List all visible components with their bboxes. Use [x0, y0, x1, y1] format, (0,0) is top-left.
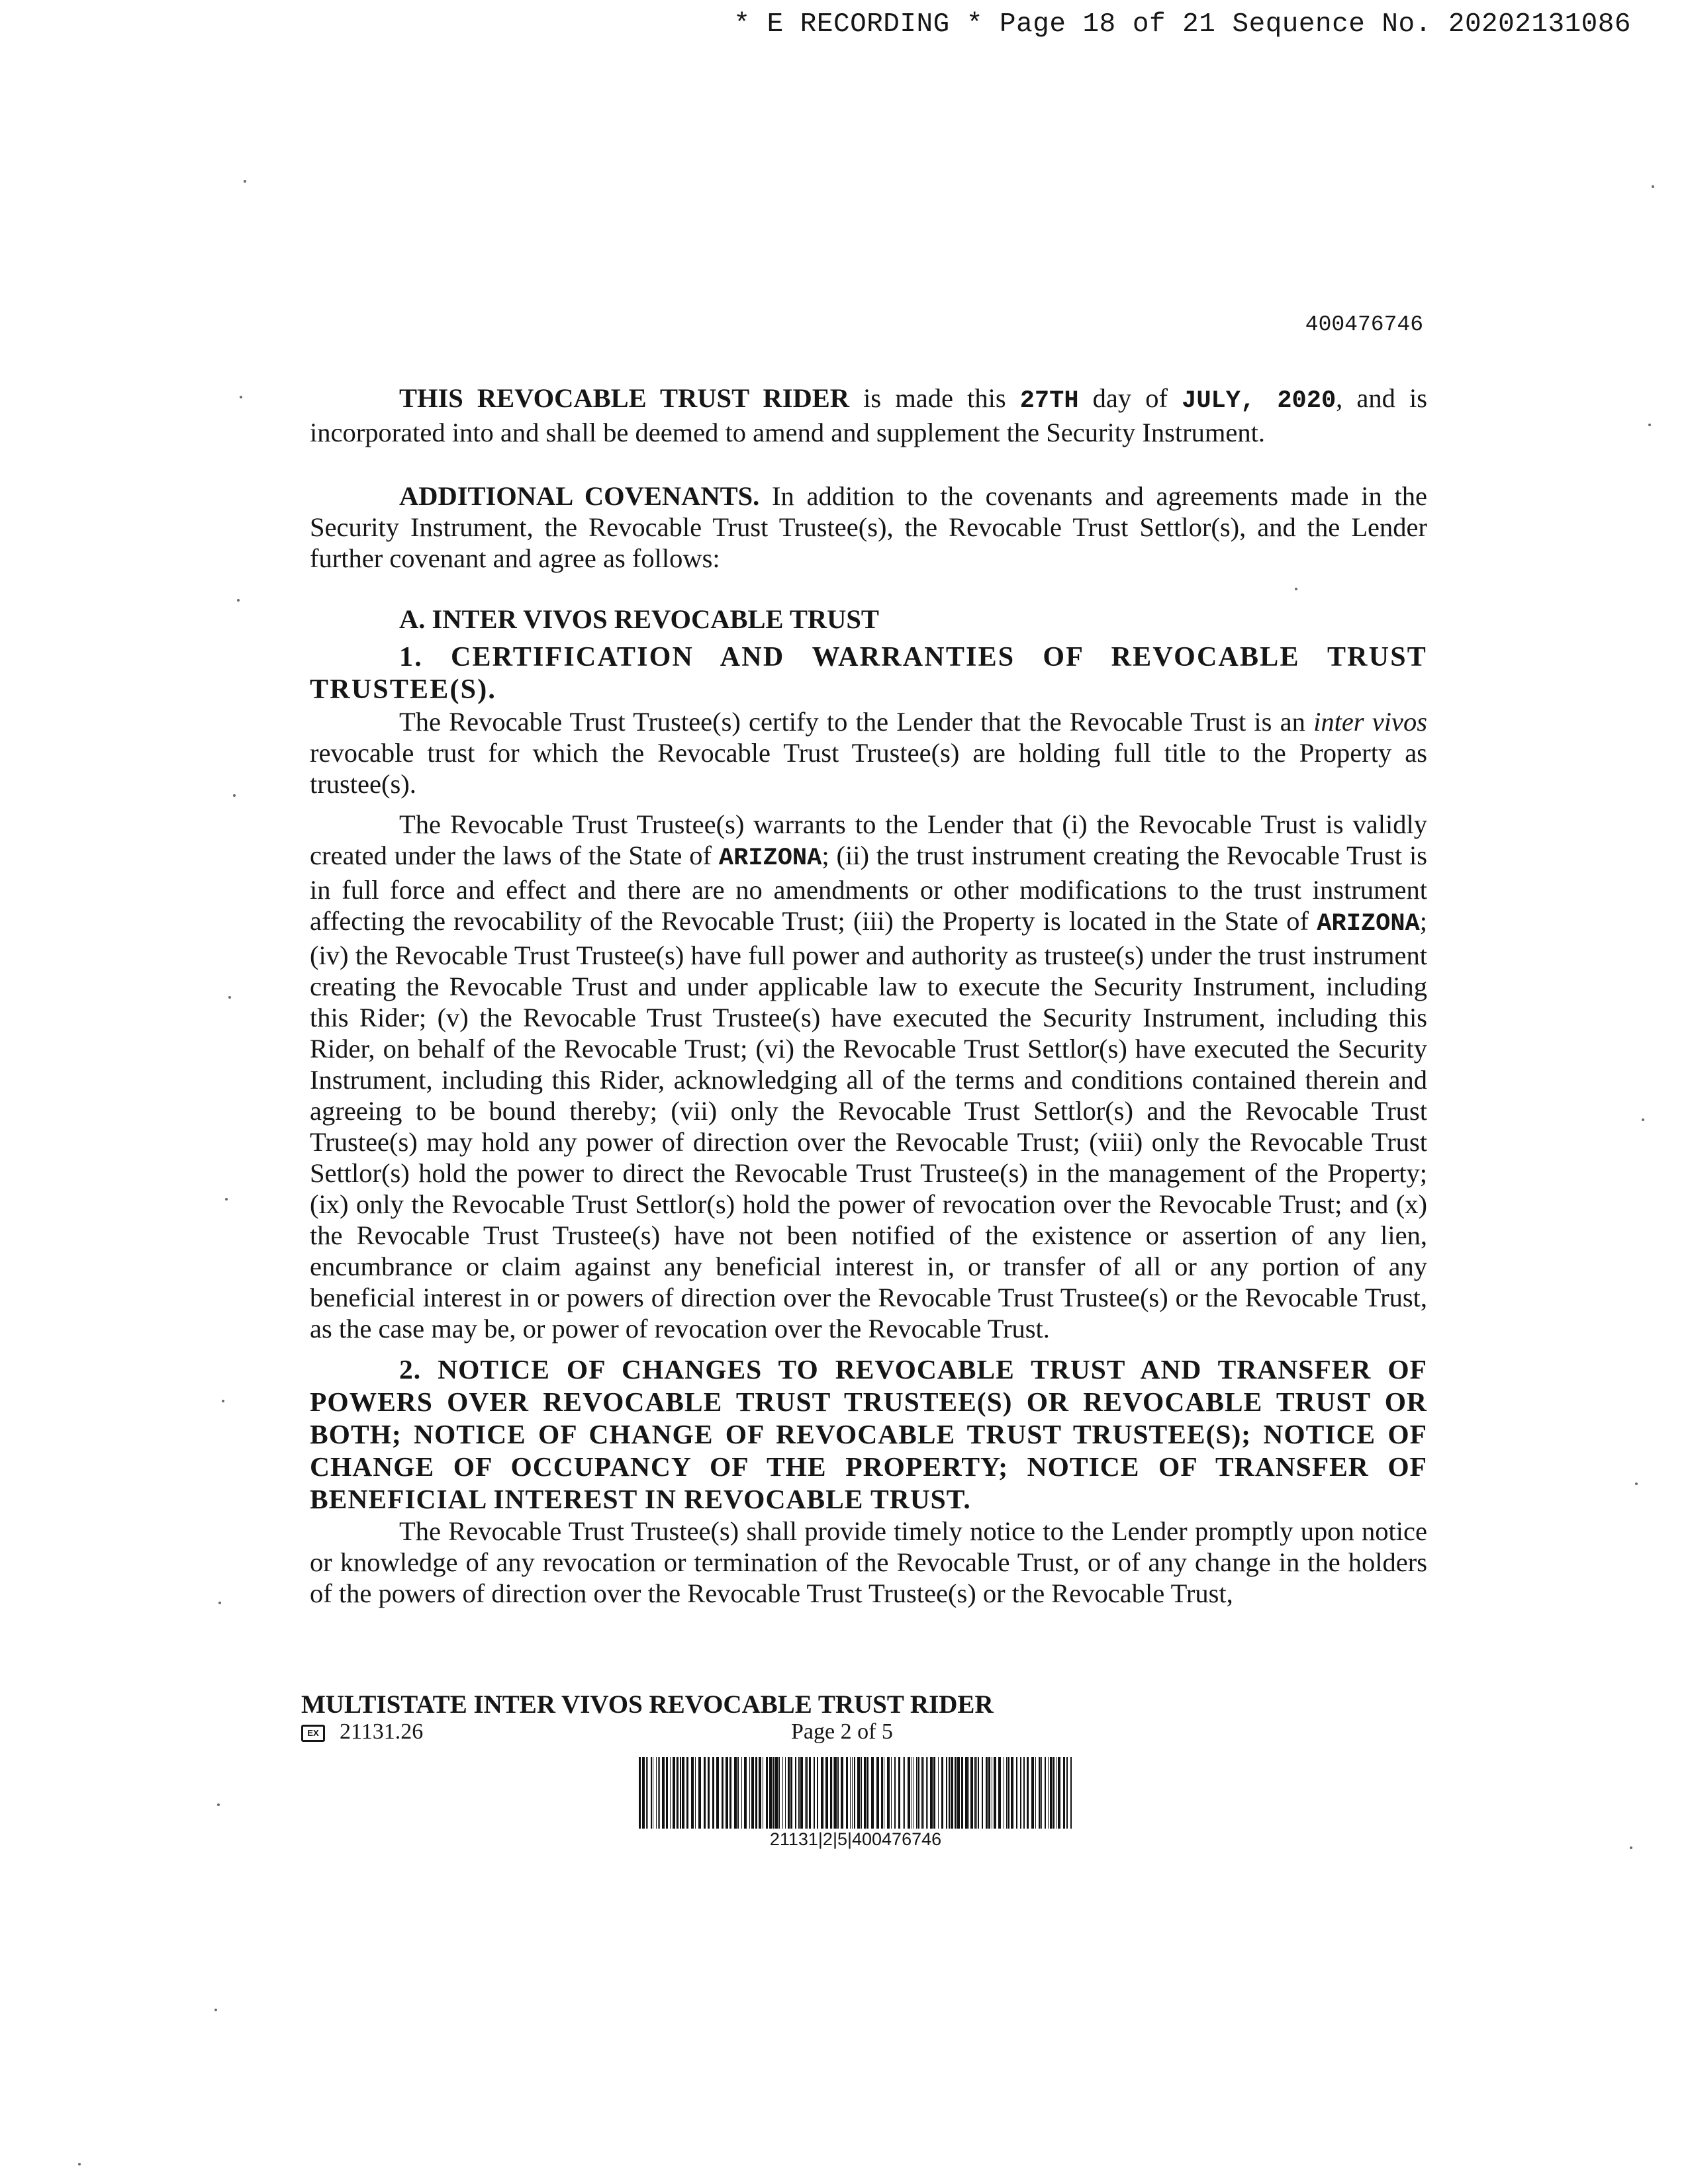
barcode-bar: [656, 1757, 657, 1829]
barcode-bar: [1011, 1757, 1013, 1829]
barcode-bar: [923, 1757, 924, 1829]
intro-paragraph: [310, 383, 1427, 448]
barcode-bar: [1041, 1757, 1042, 1829]
scan-speck: [1648, 424, 1651, 426]
barcode-bar: [1045, 1757, 1046, 1829]
barcode-bar: [704, 1757, 706, 1829]
section-1-heading: 1. CERTIFICATION AND WARRANTIES OF REVOCABLE TRUST TRUSTEE(S).: [310, 642, 1427, 705]
scan-speck: [222, 1400, 224, 1402]
section-1-para-2-text-c: ; (iv) the Revocable Trust Trustee(s) have full power and authority as trustee(s) under the trust instrument creating the Revocable Trust and under applicable law to execute the Security Instrument, including this Rider; (v) the Revocable Trust Trustee(s) have executed the Security Instrument, including this Rider, on behalf of the Revocable Trust; (vi) the Revocable Trust Settlor(s) have executed the Security Instrument, including this Rider, acknowledging all of the terms and conditions contained therein and agreeing to be bound thereby; (vii) only the Revocable Trust Settlor(s) and the Revocable Trust Trustee(s) may hold any power of direction over the Revocable Trust; (viii) only the Revocable Trust Settlor(s) hold the power to direct the Revocable Trust Trustee(s) in the management of the Property; (ix) only the Revocable Trust Settlor(s) hold the power of revocation over the Revocable Trust; and (x) the Revocable Trust Trustee(s) have not been notified of the existence or assertion of any lien, encumbrance or claim against any beneficial interest in, or transfer of all or any portion of any beneficial interest in or powers of direction over the Revocable Trust Trustee(s) or the Revocable Trust, as the case may be, or power of revocation over the Revocable Trust.: [310, 906, 1427, 1343]
barcode-bar: [1006, 1757, 1007, 1829]
barcode-bar: [658, 1757, 659, 1829]
barcode-bar: [894, 1757, 896, 1829]
barcode-bar: [908, 1757, 910, 1829]
barcode-bar: [926, 1757, 927, 1829]
intro-text-3: , and is incorporated into and shall be deemed to amend and supplement the Security Instrument.: [310, 383, 1428, 447]
barcode-bar: [998, 1757, 1001, 1829]
barcode-bar: [876, 1757, 879, 1829]
barcode-bar: [695, 1757, 696, 1829]
barcode-bar: [1035, 1757, 1036, 1829]
covenants-lead: ADDITIONAL COVENANTS.: [399, 481, 760, 511]
state-name-2: ARIZONA: [1317, 910, 1420, 938]
barcode-bar: [1027, 1757, 1029, 1829]
barcode-bar: [749, 1757, 750, 1829]
barcode-bar: [691, 1757, 694, 1829]
barcode-bar: [970, 1757, 973, 1829]
scan-speck: [78, 2163, 81, 2165]
barcode-bar: [867, 1757, 868, 1829]
barcode-bar: [785, 1757, 786, 1829]
barcode-bar: [949, 1757, 950, 1829]
barcode-bar: [916, 1757, 917, 1829]
barcode-bar: [850, 1757, 851, 1829]
form-title: MULTISTATE INTER VIVOS REVOCABLE TRUST RIDER: [301, 1690, 994, 1719]
barcode-bar: [729, 1757, 731, 1829]
barcode-bar: [726, 1757, 728, 1829]
barcode-bar: [957, 1757, 960, 1829]
section-1-para-2-text-a: The Revocable Trust Trustee(s) warrants to the Lender that (i) the Revocable Trust is validly created under the laws of the State of: [310, 809, 1427, 870]
barcode-bar: [698, 1757, 701, 1829]
section-1-para-1-text-a: The Revocable Trust Trustee(s) certify to the Lender that the Revocable Trust is an: [399, 707, 1314, 737]
scan-speck: [218, 1602, 221, 1604]
barcode-bar: [806, 1757, 808, 1829]
barcode-bar: [670, 1757, 671, 1829]
barcode-bar: [666, 1757, 668, 1829]
document-body: [310, 383, 1427, 1609]
barcode-bar: [744, 1757, 747, 1829]
barcode-bar: [817, 1757, 818, 1829]
barcode-bar: [927, 1757, 928, 1829]
form-number: 21131.26: [340, 1719, 424, 1744]
barcode-bar: [1053, 1757, 1055, 1829]
barcode-bar: [782, 1757, 783, 1829]
section-2-heading: 2. NOTICE OF CHANGES TO REVOCABLE TRUST AND TRANSFER OF POWERS OVER REVOCABLE TRUST TRUSTEE(S) OR REVOCABLE TRUST OR BOTH; NOTICE OF CHANGE OF REVOCABLE TRUST TRUSTEE(S); NOTICE OF CHANGE OF OCCUPANCY OF THE PROPERTY; NOTICE OF TRANSFER OF BENEFICIAL INTEREST IN REVOCABLE TRUST.: [310, 1354, 1427, 1514]
barcode-bar: [773, 1757, 774, 1829]
section-1-paragraph-1: [310, 706, 1427, 799]
barcode-bar: [646, 1757, 647, 1829]
barcode-bar: [871, 1757, 874, 1829]
scan-speck: [228, 996, 231, 999]
section-1-para-1-text-b: revocable trust for which the Revocable Trust Trustee(s) are holding full title to the Property as trustee(s).: [310, 738, 1427, 799]
barcode-bar: [798, 1757, 800, 1829]
barcode-bar: [968, 1757, 969, 1829]
barcode-bar: [795, 1757, 796, 1829]
barcode-bar: [769, 1757, 772, 1829]
barcode-bar: [821, 1757, 823, 1829]
covenants-paragraph: [310, 480, 1427, 574]
barcode-bar: [955, 1757, 957, 1829]
barcode-bar: [1070, 1757, 1072, 1829]
barcode-bar: [898, 1757, 900, 1829]
barcode-bar: [1056, 1757, 1057, 1829]
barcode-bar: [814, 1757, 815, 1829]
barcode-bar: [946, 1757, 947, 1829]
barcode-bar: [809, 1757, 811, 1829]
barcode-bar: [864, 1757, 867, 1829]
barcode-bar: [857, 1757, 860, 1829]
barcode-bar: [642, 1757, 645, 1829]
barcode-bar: [951, 1757, 953, 1829]
barcode-bar: [677, 1757, 679, 1829]
barcode-bar: [775, 1757, 778, 1829]
barcode-bar: [1050, 1757, 1053, 1829]
barcode-bar: [788, 1757, 790, 1829]
barcode-bar: [1020, 1757, 1021, 1829]
barcode-bar: [800, 1757, 803, 1829]
barcode-bar: [921, 1757, 923, 1829]
rider-title-lead: THIS REVOCABLE TRUST RIDER: [399, 383, 849, 413]
barcode-bar: [708, 1757, 710, 1829]
barcode-bar: [994, 1757, 996, 1829]
page-indicator: Page 2 of 5: [791, 1719, 893, 1744]
section-a-heading: A. INTER VIVOS REVOCABLE TRUST: [399, 604, 879, 634]
barcode-bar: [933, 1757, 935, 1829]
scan-speck: [214, 2009, 217, 2011]
barcode-bar: [938, 1757, 939, 1829]
barcode-bar: [982, 1757, 983, 1829]
barcode-bar: [978, 1757, 979, 1829]
form-logo-icon: EX: [301, 1725, 325, 1742]
intro-text-1: is made this: [849, 383, 1020, 413]
barcode-text: 21131|2|5|400476746: [769, 1829, 942, 1849]
barcode-bar: [778, 1757, 780, 1829]
barcode-bar: [790, 1757, 792, 1829]
scan-speck: [237, 599, 240, 602]
barcode-bar: [741, 1757, 742, 1829]
barcode-bar: [918, 1757, 919, 1829]
barcode-bar: [1031, 1757, 1034, 1829]
barcode-bar: [846, 1757, 848, 1829]
barcode-bar: [1063, 1757, 1065, 1829]
barcode-bar: [659, 1757, 660, 1829]
barcode-bar: [680, 1757, 681, 1829]
rider-day: 27TH: [1019, 387, 1079, 415]
scan-speck: [240, 396, 242, 398]
barcode-bar: [766, 1757, 768, 1829]
rider-month-year: JULY, 2020: [1182, 387, 1336, 415]
section-1-paragraph-2: [310, 809, 1427, 1344]
barcode-bar: [988, 1757, 990, 1829]
barcode-bar: [662, 1757, 665, 1829]
barcode-bar: [1048, 1757, 1049, 1829]
barcode-bar: [961, 1757, 963, 1829]
barcode-bar: [930, 1757, 933, 1829]
scan-speck: [225, 1198, 228, 1201]
barcode-bar: [805, 1757, 806, 1829]
scan-speck: [1635, 1482, 1638, 1485]
footer-line: [301, 1719, 1029, 1749]
section-2-paragraph-1: The Revocable Trust Trustee(s) shall provide timely notice to the Lender promptly upon notice or knowledge of any revocation or termination of the Revocable Trust, or of any change in the holders of the powers of direction over the Revocable Trust Trustee(s) or the Revocable Trust,: [310, 1516, 1427, 1608]
barcode-bar: [903, 1757, 904, 1829]
barcode-bar: [1066, 1757, 1068, 1829]
barcode-bar: [825, 1757, 828, 1829]
barcode-bar: [734, 1757, 737, 1829]
barcode-bar: [1039, 1757, 1041, 1829]
barcode-bar: [759, 1757, 761, 1829]
barcode-bar: [1008, 1757, 1009, 1829]
barcode-bar: [1058, 1757, 1060, 1829]
barcode-bar: [712, 1757, 714, 1829]
state-name: ARIZONA: [718, 844, 822, 872]
barcode-bar: [887, 1757, 890, 1829]
barcode-bar: [974, 1757, 976, 1829]
barcode-bar: [722, 1757, 723, 1829]
barcode-bar: [682, 1757, 684, 1829]
barcode-bar: [755, 1757, 757, 1829]
barcode-bar: [891, 1757, 892, 1829]
barcode-bar: [965, 1757, 968, 1829]
barcode-bar: [686, 1757, 688, 1829]
barcode-bar: [716, 1757, 719, 1829]
barcode-bar: [737, 1757, 739, 1829]
scan-speck: [217, 1803, 220, 1806]
scan-speck: [1642, 1118, 1644, 1121]
barcode-bar: [904, 1757, 905, 1829]
barcode-bar: [673, 1757, 675, 1829]
page-footer: [301, 1690, 1029, 1749]
barcode-bar: [751, 1757, 754, 1829]
inter-vivos-term: inter vivos: [1313, 707, 1427, 737]
barcode-bar: [1023, 1757, 1025, 1829]
barcode-icon: [639, 1757, 1072, 1829]
barcode-bar: [941, 1757, 943, 1829]
barcode-bar: [639, 1757, 641, 1829]
barcode-bar: [976, 1757, 977, 1829]
scan-speck: [1652, 185, 1654, 188]
recording-stamp: * E RECORDING * Page 18 of 21 Sequence No. 20202131086: [733, 9, 1631, 40]
scan-speck: [1630, 1846, 1632, 1849]
barcode-bar: [651, 1757, 652, 1829]
scan-speck: [233, 794, 236, 797]
scan-speck: [1295, 588, 1297, 590]
barcode-bar: [854, 1757, 855, 1829]
barcode-bar: [834, 1757, 837, 1829]
intro-text-2: day of: [1078, 383, 1182, 413]
barcode-bar: [830, 1757, 832, 1829]
barcode-bar: [1016, 1757, 1017, 1829]
barcode-bar: [852, 1757, 853, 1829]
scan-speck: [244, 180, 246, 183]
loan-number: 400476746: [1305, 312, 1423, 337]
section-1-para-2-text-b: ; (ii) the trust instrument creating the Revocable Trust is in full force and effect and there are no amendments or other modifications to the trust instrument affecting the revocability of the Revocable Trust; (iii) the Property is located in the State of: [310, 841, 1427, 936]
barcode-bar: [861, 1757, 862, 1829]
barcode-bar: [837, 1757, 839, 1829]
barcode-bar: [881, 1757, 883, 1829]
barcode-bar: [676, 1757, 677, 1829]
barcode-bar: [986, 1757, 988, 1829]
barcode-bar: [841, 1757, 843, 1829]
barcode-bar: [647, 1757, 648, 1829]
covenants-text: In addition to the covenants and agreements made in the Security Instrument, the Revocable Trust Trustee(s), the Revocable Trust Settlor(s), and the Lender further covenant and agree as follows:: [310, 481, 1427, 573]
